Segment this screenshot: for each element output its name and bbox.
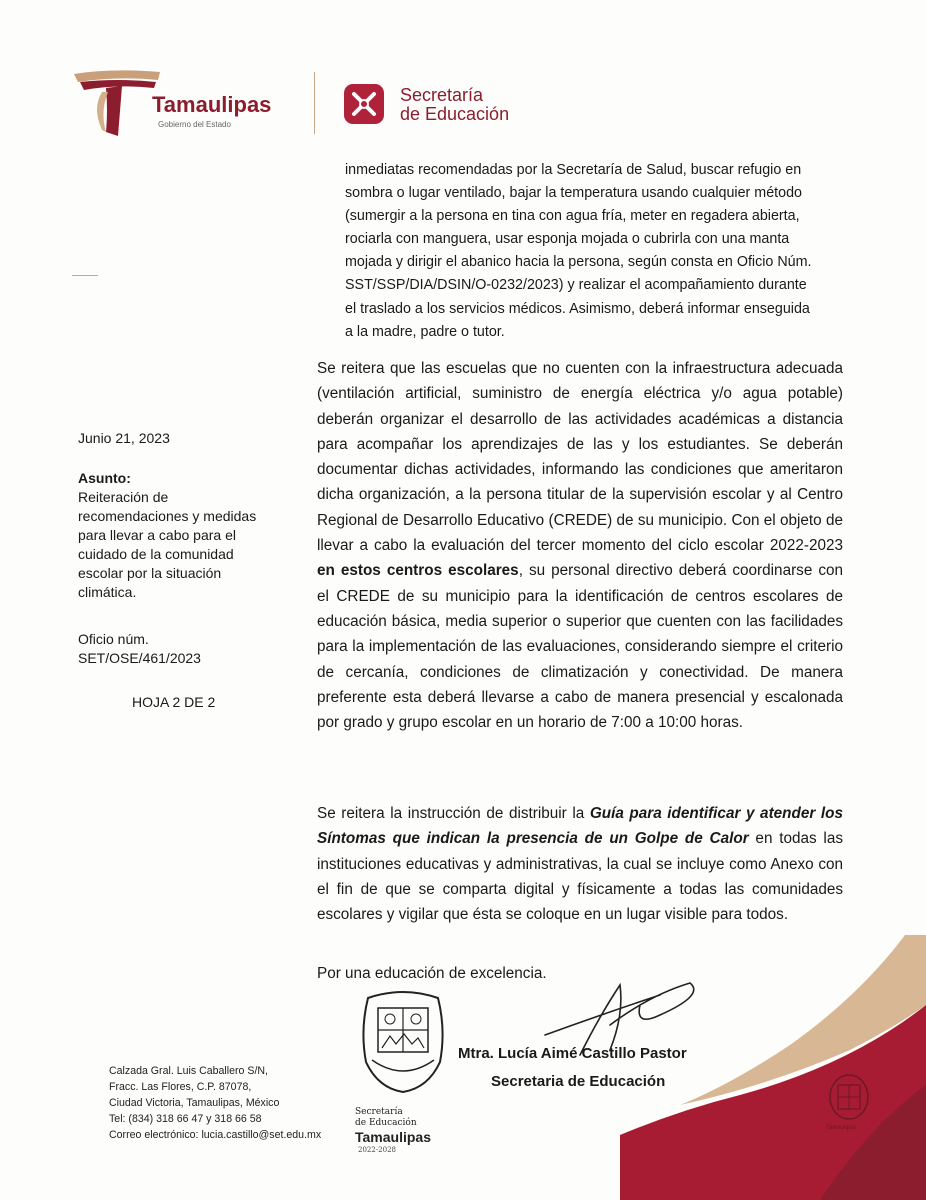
seal-text: 2022-2028	[358, 1146, 396, 1154]
text-line: a la madre, padre o tutor.	[345, 323, 505, 340]
corner-seal-icon	[828, 1073, 870, 1121]
footer-email: Correo electrónico: lucia.castillo@set.edu.mx	[109, 1129, 322, 1141]
tamaulipas-logo-icon	[72, 68, 164, 140]
subject-line: para llevar a cabo para el	[78, 527, 236, 543]
text-line: SST/SSP/DIA/DSIN/O-0232/2023) y realizar el acompañamiento durante	[345, 277, 807, 294]
emphasis-text: en estos centros escolares	[317, 562, 519, 580]
text-line: sombra o lugar ventilado, bajar la temperatura usando cualquier método	[345, 185, 802, 202]
brand-subtitle: Gobierno del Estado	[158, 120, 231, 129]
paragraph-infrastructure: Se reitera que las escuelas que no cuenten con la infraestructura adecuada (ventilación artificial, suministro de energía eléctrica y/o agua potable) deberán organizar el desarrollo de las actividades académicas a distancia para acompañar los aprendizajes de las y los estudiantes. Se deberán documentar dichas actividades, informando las condiciones que ameritaron dicha organización, a la persona titular de la supervisión escolar y al Centro Regional de Desarrollo Educativo (CREDE) de su municipio. Con el objeto de llevar a cabo la evaluación del tercer momento del ciclo escolar 2022-2023 en estos centros escolares, su personal directivo deberá coordinarse con el CREDE de su municipio para la identificación de centros escolares de educación básica, media superior o superior que cuenten con las facilidades para la implementación de las evaluaciones, considerando siempre el criterio de cercanía, condiciones de climatización y conectividad. De manera preferente esta deberá llevarse a cabo de manera presencial y escalonada por grado y grupo escolar en un horario de 7:00 a 10:00 horas.	[317, 360, 843, 732]
subject-text	[78, 488, 278, 602]
text-line: inmediatas recomendadas por la Secretaría de Salud, buscar refugio en	[345, 162, 802, 178]
footer-address-line: Calzada Gral. Luis Caballero S/N,	[109, 1065, 268, 1077]
subject-line: recomendaciones y medidas	[78, 508, 257, 524]
text-line: mojada y dirigir el abanico hacia la persona, según consta en Oficio Núm.	[345, 254, 812, 271]
state-seal-icon	[358, 990, 448, 1095]
closing-line: Por una educación de excelencia.	[317, 965, 547, 982]
subject-label: Asunto:	[78, 470, 131, 486]
paragraph-continuation	[345, 159, 845, 344]
subject-line: escolar por la situación	[78, 565, 222, 581]
seal-text: Tamaulipas	[355, 1129, 431, 1145]
subject-line: Reiteración de	[78, 489, 169, 505]
secretaria-name-line1: Secretaría	[400, 85, 484, 105]
text-line: el traslado a los servicios médicos. Asimismo, deberá informar enseguida	[345, 300, 810, 317]
footer-phone: Tel: (834) 318 66 47 y 318 66 58	[109, 1113, 262, 1125]
corner-seal-text: Tamaulipas	[826, 1125, 857, 1131]
subject-line: climática.	[78, 584, 137, 600]
text-line: rociarla con manguera, usar esponja mojada o cubrirla con una manta	[345, 231, 790, 248]
footer-address-line: Ciudad Victoria, Tamaulipas, México	[109, 1097, 280, 1109]
secretaria-logo-icon	[342, 82, 386, 126]
seal-text: Secretaría	[355, 1107, 403, 1117]
seal-text: de Educación	[355, 1118, 417, 1128]
secretaria-name-line2: de Educación	[400, 104, 510, 124]
oficio-number: SET/OSE/461/2023	[78, 650, 201, 666]
paragraph-guide: Se reitera la instrucción de distribuir la Guía para identificar y atender los Síntomas que indican la presencia de un Golpe de Calor en todas las instituciones educativas y administrativas, la cual se incluye como Anexo con el fin de que se comparta digital y físicamente a todas las comunidades escolares y vigilar que ésta se coloque en un lugar visible para todos.	[317, 805, 843, 924]
signatory-title: Secretaria de Educación	[491, 1073, 666, 1090]
text-line: (sumergir a la persona en tina con agua fría, meter en regadera abierta,	[345, 208, 800, 225]
brand-name: Tamaulipas	[152, 92, 272, 117]
document-date: Junio 21, 2023	[78, 430, 170, 446]
guide-title: Guía para identificar y atender los Síntomas que indican la presencia de un Golpe de Calor	[317, 805, 843, 848]
oficio-label: Oficio núm.	[78, 631, 149, 647]
footer-address-line: Fracc. Las Flores, C.P. 87078,	[109, 1081, 252, 1093]
header-divider	[314, 72, 315, 134]
signatory-name: Mtra. Lucía Aimé Castillo Pastor	[458, 1045, 687, 1062]
margin-mark	[72, 275, 98, 276]
subject-line: cuidado de la comunidad	[78, 546, 234, 562]
page-number: HOJA 2 DE 2	[132, 694, 216, 710]
